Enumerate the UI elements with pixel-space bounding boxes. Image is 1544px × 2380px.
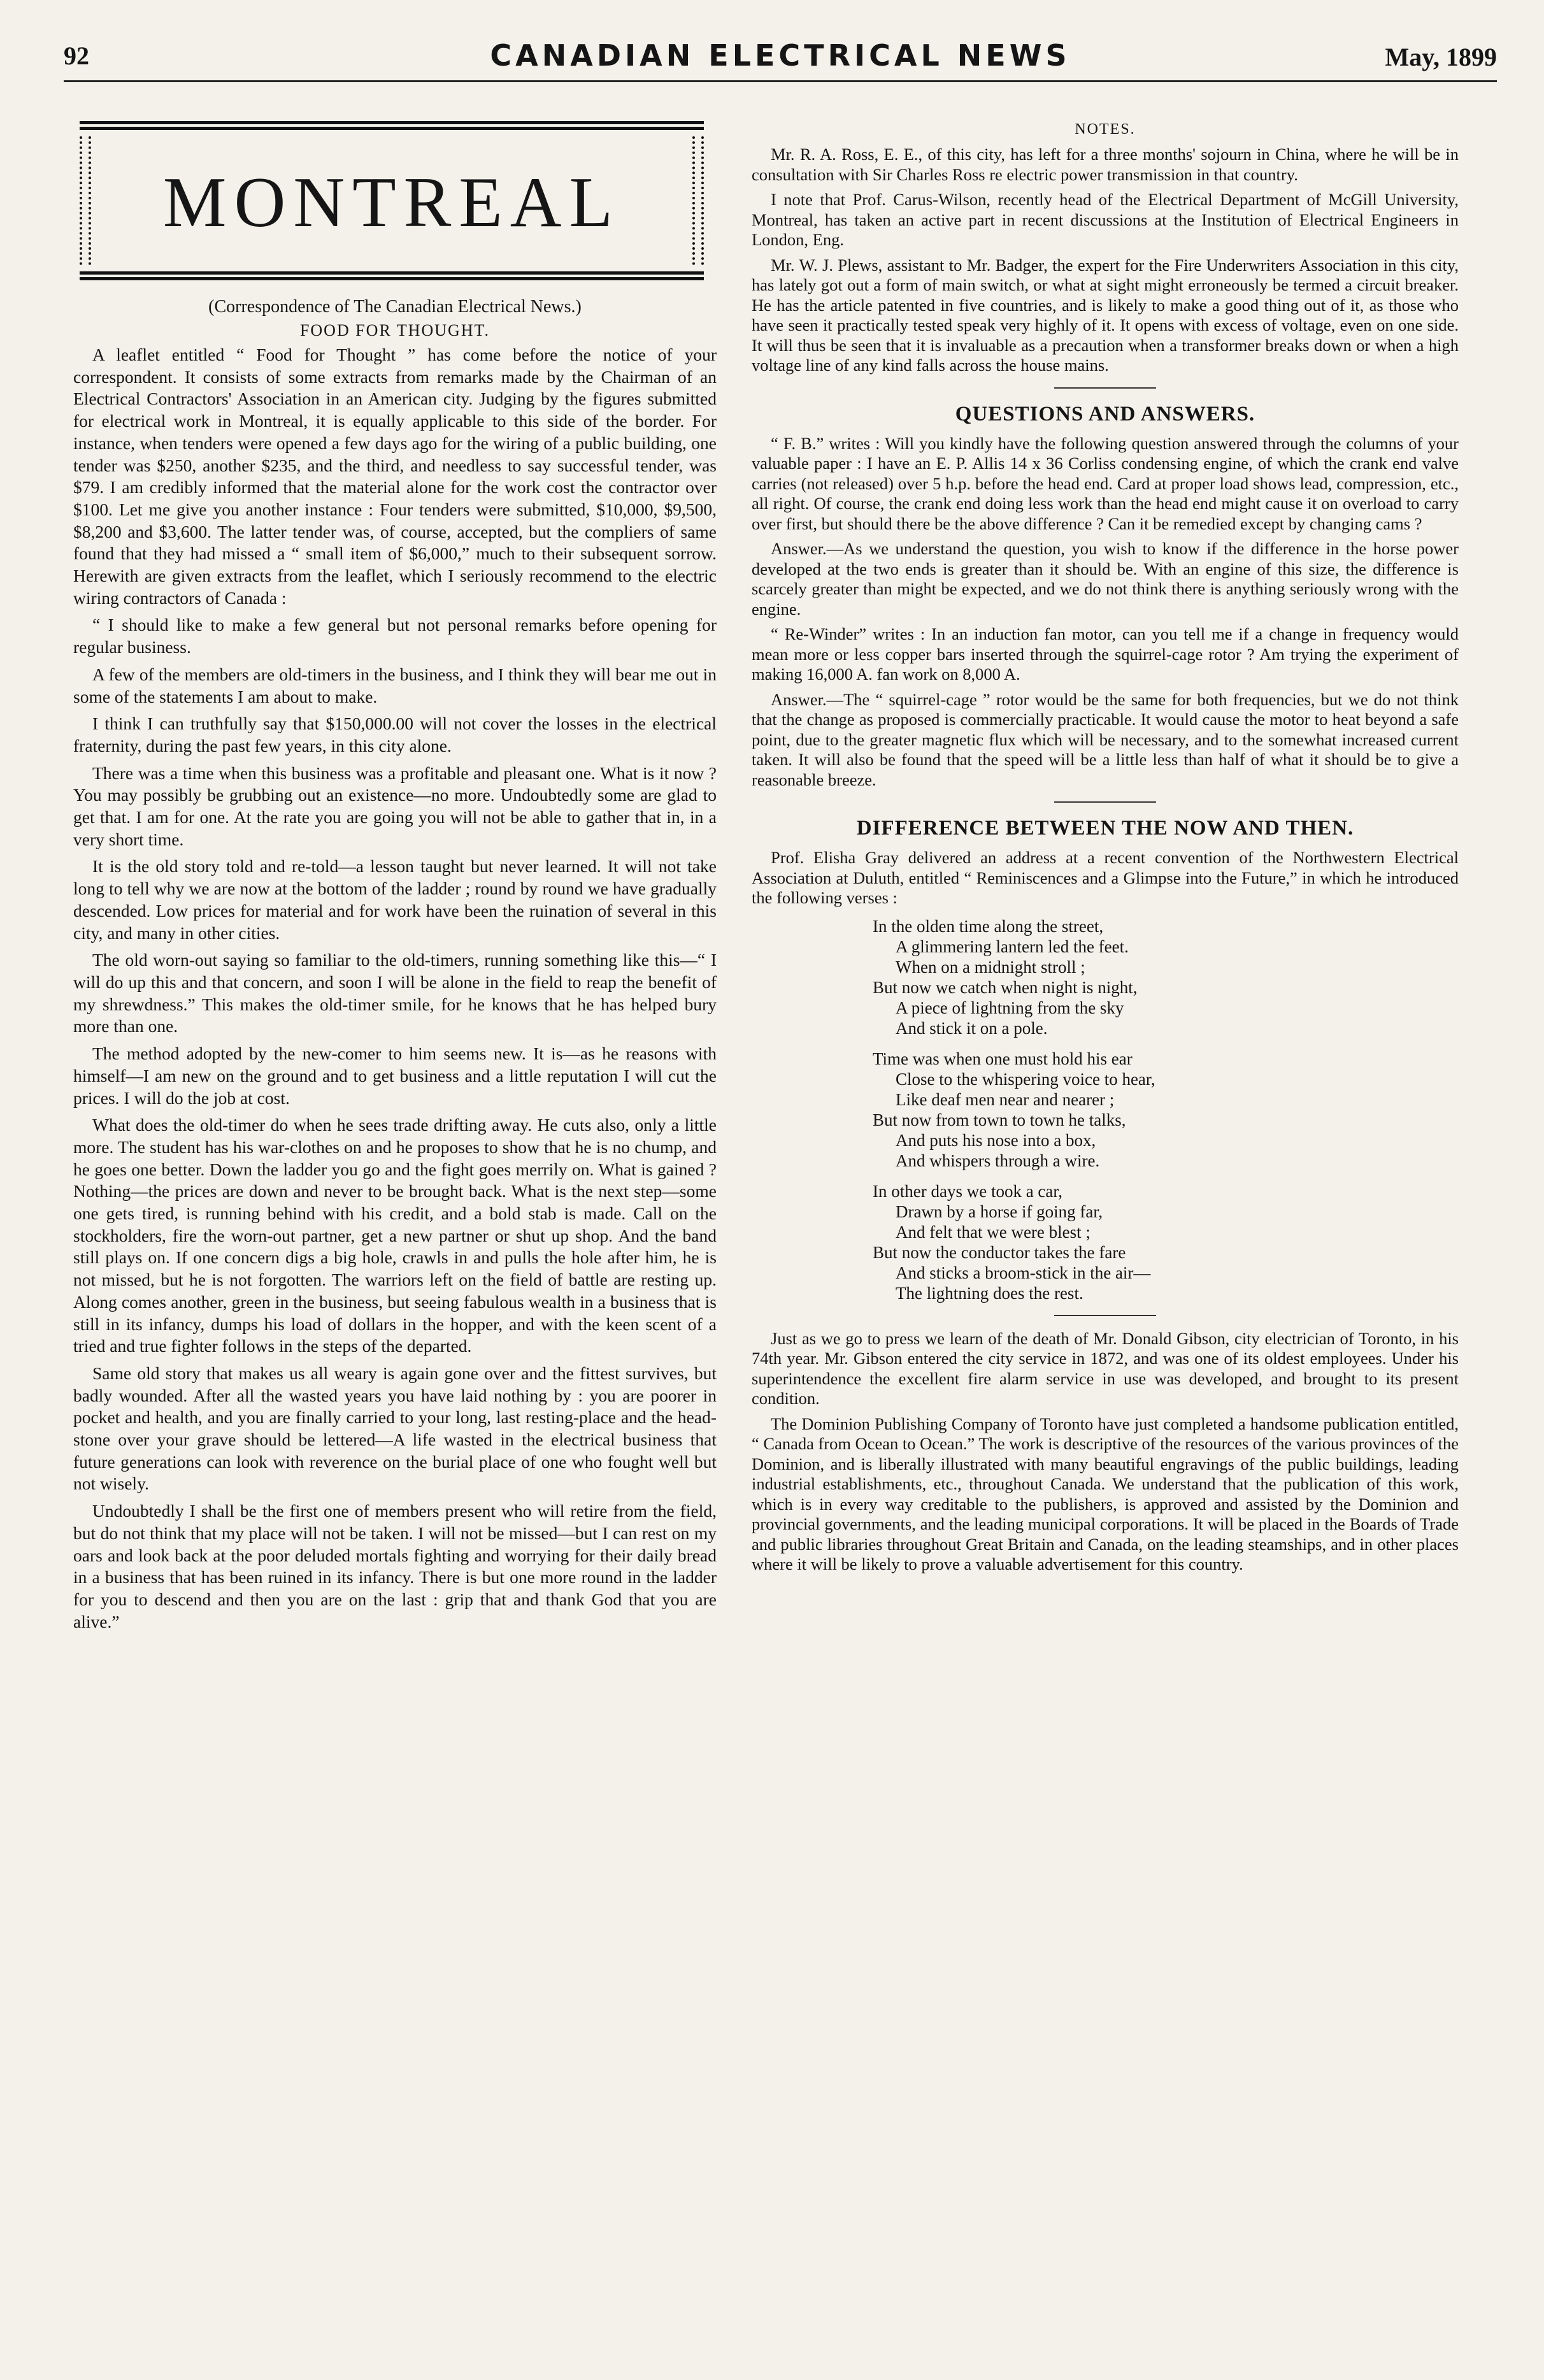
note-paragraph: Mr. W. J. Plews, assistant to Mr. Badger, the expert for the Fire Underwriters Association in this city, has lately got out a form of main switch, or what at sight might erroneously be termed a circuit breaker. He has the article patented in five countries, and is likely to make a good thing out of it, as those who have seen it practically tested speak very highly of it. It opens with excess of voltage, even on one side. It will thus be seen that it is invaluable as a precaution when a transformer breaks down or when a high voltage line of any kind falls across the house mains. [752,255,1459,375]
section-divider [1054,387,1156,389]
note-paragraph: Mr. R. A. Ross, E. E., of this city, has left for a three months' sojourn in China, where he will be in consultation with Sir Charles Ross re electric power transmission in that country. [752,145,1459,184]
stanza [873,916,1459,1038]
section-divider [1054,1315,1156,1316]
stanza [873,1181,1459,1303]
article-paragraph: There was a time when this business was a profitable and pleasant one. What is it now ? You may possibly be grubbing out an existence—no more. Undoubtedly some are glad to get that. I am for one. At the rate you are going you will not be able to gather that in, in a very short time. [73,763,717,849]
verse-line: A glimmering lantern led the feet. [896,936,1129,956]
difference-heading: DIFFERENCE BETWEEN THE NOW AND THEN. [856,817,1354,840]
article-heading: FOOD FOR THOUGHT. [299,321,490,340]
verse-line: And stick it on a pole. [896,1018,1048,1038]
article-paragraph: A leaflet entitled “ Food for Thought ” has come before the notice of your correspondent. It consists of some extracts from remarks made by the Chairman of an Electrical Contractors' Association in an American city. Judging by the figures submitted for electrical work in Montreal, it is equally applicable to this side of the border. For instance, when tenders were opened a few days ago for the wiring of a public building, one tender was $250, another $235, and the third, and needless to say successful tender, was $79. I am credibly informed that the material alone for the work cost the contractor over $100. Let me give you another instance : Four tenders were submitted, $10,000, $9,500, $8,200 and $3,600. The latter tender was, of course, accepted, but the compliers of same found that they had missed a “ small item of $6,000,” much to their subsequent sorrow. Herewith are given extracts from the leaflet, which I seriously recommend to the electric wiring contractors of Canada : [73,345,717,608]
verse-line: But now from town to town he talks, [873,1110,1126,1129]
qa-paragraph: “ F. B.” writes : Will you kindly have the following question answered through the columns of your valuable paper : I have an E. P. Allis 14 x 36 Corliss condensing engine, of which the crank end valve carries (not released) over 5 h.p. before the head end. Card at proper load shows lead, compression, etc., all right. Of course, the crank end doing less work than the head end might cause it on overload to carry over first, but should there be the above difference ? Can it be remedied except by changing cams ? [752,433,1459,533]
closing-paragraph: Just as we go to press we learn of the death of Mr. Donald Gibson, city electrician of Toronto, in his 74th year. Mr. Gibson entered the city service in 1872, and was one of its oldest employees. Under his superintendence the excellent fire alarm service in use was developed, and brought to its present condition. [752,1328,1459,1408]
correspondence-line: (Correspondence of The Canadian Electrical News.) [208,297,582,317]
verse-line: When on a midnight stroll ; [896,957,1085,977]
closing-notes [752,1329,1459,1575]
right-column [752,121,1459,1580]
verse-line: Like deaf men near and nearer ; [896,1089,1115,1109]
qa-paragraph: Answer.—The “ squirrel-cage ” rotor would be the same for both frequencies, but we do not think that the change as proposed is commercially practicable. It would cause the motor to heat beyond a safe point, due to the greater magnetic flux which will be necessary, and to the somewhat increased current taken. It will also be found that the speed will be a little less than half of what it should be to give a reasonable breeze. [752,689,1459,789]
verse-line: And sticks a broom-stick in the air— [896,1263,1151,1282]
publication-title: CANADIAN ELECTRICAL NEWS [490,38,1071,73]
montreal-banner [80,121,704,280]
article-body [73,344,717,1633]
verse-line: In the olden time along the street, [873,916,1104,936]
article-paragraph: A few of the members are old-timers in the business, and I think they will bear me out in some of the statements I am about to make. [73,664,717,706]
qa-paragraph: Answer.—As we understand the question, you wish to know if the difference in the horse power developed at the two ends is greater than it should be. With an engine of this size, the difference is scarcely greater than might be expected, and we do not think there is anything seriously wrong with the engine. [752,539,1459,619]
article-paragraph: Undoubtedly I shall be the first one of members present who will retire from the field, but do not think that my place will not be taken. I will not be missed—but I can rest on my oars and look back at the poor deluded mortals fighting and worrying for their daily bread in a business that has been ruined in its infancy. There is but one more round in the ladder for you to descend and then you are on the last : grip that and thank God that you are alive.” [73,1501,717,1631]
verse-line: Drawn by a horse if going far, [896,1201,1103,1221]
notes-heading: NOTES. [1075,121,1136,138]
verse-line: Close to the whispering voice to hear, [896,1069,1155,1089]
qa-body [752,434,1459,791]
page-header [64,36,1497,82]
article-paragraph: “ I should like to make a few general but not personal remarks before opening for regular business. [73,615,717,657]
qa-heading: QUESTIONS AND ANSWERS. [955,402,1255,426]
article-paragraph: It is the old story told and re-told—a lesson taught but never learned. It will not take long to tell why we are now at the bottom of the ladder ; round by round we have gradually descended. Low prices for material and for work have been the ruination of several in this city, and many in other cities. [73,856,717,943]
issue-date: May, 1899 [1385,43,1497,71]
notes-body [752,145,1459,376]
verse-line: Time was when one must hold his ear [873,1049,1133,1068]
note-paragraph: I note that Prof. Carus-Wilson, recently head of the Electrical Department of McGill University, Montreal, has taken an active part in recent discussions at the Institution of Electrical Engineers in London, Eng. [752,190,1459,249]
article-paragraph: I think I can truthfully say that $150,000.00 will not cover the losses in the electrical fraternity, during the past few years, in this city alone. [73,713,717,756]
stanza [873,1049,1459,1171]
page-number: 92 [64,41,89,70]
difference-intro: Prof. Elisha Gray delivered an address at a recent convention of the Northwestern Electrical Association at Duluth, entitled “ Reminiscences and a Glimpse into the Future,” in which he introduced the following verses : [752,848,1459,907]
article-paragraph: Same old story that makes us all weary is again gone over and the fittest survives, but badly wounded. After all the wasted years you have laid nothing by : you are poorer in pocket and health, and you are finally carried to your long, last resting-place and the head-stone over your grave should be lettered—A life wasted in the electrical business that future generations can look with reverence on the burial place of one who fought well but not wisely. [73,1363,717,1494]
verse-line: And puts his nose into a box, [896,1130,1096,1150]
left-column [73,121,717,1638]
article-paragraph: The old worn-out saying so familiar to the old-timers, running something like this—“ I will do up this and that concern, and soon I will be alone in the field to reap the benefit of my shrewdness.” This makes the old-timer smile, for he knows that he has helped bury more than one. [73,950,717,1036]
qa-paragraph: “ Re-Winder” writes : In an induction fan motor, can you tell me if a change in frequency would mean more or less copper bars inserted through the squirrel-cage rotor ? Am trying the experiment of making 16,000 A. fan work on 8,000 A. [752,624,1459,684]
article-paragraph: What does the old-timer do when he sees trade drifting away. He cuts also, only a little more. The student has his war-clothes on and he proposes to show that he is no chump, and he goes one better. Down the ladder you go and the fight goes merrily on. What is gained ? Nothing—the prices are down and never to be brought back. What is the next step—some one gets tired, is running behind with his credit, and a bold stab is made. Call on the stockholders, fire the worn-out partner, get a new partner or shut up shop. And the band still plays on. If one concern digs a big hole, crawls in and pulls the hole after him, he is not missed, but he is not forgotten. The warriors left on the field of battle are resting up. Along comes another, green in the business, but seeing fabulous wealth in a business that is still in its infancy, dumps his load of dollars in the hopper, and with the keen scent of a tried and true fighter follows in the steps of the departed. [73,1115,717,1356]
verse-line: And whispers through a wire. [896,1151,1100,1170]
verse-line: But now we catch when night is night, [873,977,1138,997]
article-paragraph: The method adopted by the new-comer to him seems new. It is—as he reasons with himself—I am new on the ground and to get business and a little reputation I will cut the prices. I will do the job at cost. [73,1043,717,1108]
verse-line: A piece of lightning from the sky [896,998,1124,1017]
verse-line: The lightning does the rest. [896,1283,1083,1303]
banner-title: MONTREAL [162,163,621,242]
verses [873,916,1459,1303]
closing-paragraph: The Dominion Publishing Company of Toronto have just completed a handsome publication entitled, “ Canada from Ocean to Ocean.” The work is descriptive of the resources of the various provinces of the Dominion, and is liberally illustrated with many beautiful engravings of the public buildings, leading industrial establishments, etc., throughout Canada. We understand that the publication of this work, which is in every way creditable to the publishers, is approved and assisted by the Dominion and provincial governments, and the leading municipal corporations. It will be placed in the Boards of Trade and public libraries throughout Great Britain and Canada, on the leading steamships, and in other places where it will be likely to prove a valuable advertisement for this country. [752,1414,1459,1574]
verse-line: And felt that we were blest ; [896,1222,1090,1242]
verse-line: In other days we took a car, [873,1181,1063,1201]
section-divider [1054,801,1156,803]
verse-line: But now the conductor takes the fare [873,1242,1126,1262]
